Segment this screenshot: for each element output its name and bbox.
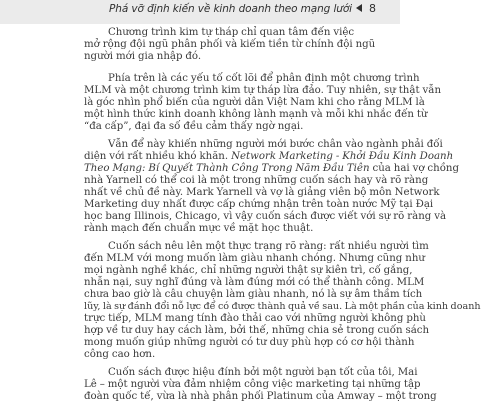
body-line: mọi ngành nghề khác, chỉ những người thật sự kiên trì, cố gắng, [84, 265, 413, 276]
body-line: chưa bao giờ là câu chuyện làm giàu nhanh, nó là sự âm thầm tích [84, 289, 423, 300]
body-line: trực tiếp, MLM mang tính đào thải cao với những người không phù [84, 313, 426, 324]
body-line: Phía trên là các yếu tố cốt lõi để phân định một chương trình [108, 73, 420, 84]
body-text: của hai vợ chồng [372, 163, 460, 174]
body-line: nhất về chủ đề này. Mark Yarnell và vợ là giảng viên bộ môn Network [84, 187, 440, 198]
body-line: rành mạch đến chuẩn mực về mặt học thuật. [84, 223, 314, 234]
body-line: hợp về tư duy hay cách làm, bởi thế, những chia sẻ trong cuốn sách [84, 325, 430, 336]
book-title-italic: Network Marketing - Khởi Đầu Kinh Doanh [231, 151, 454, 162]
body-line: nhà Yarnell có thể coi là một trong những cuốn sách hay và rõ ràng [84, 175, 429, 186]
body-line: đến MLM với mong muốn làm giàu nhanh chóng. Nhưng cũng như [84, 253, 425, 264]
body-line: Cuốn sách được hiệu đính bởi một người bạn tốt của tôi, Mai [108, 367, 418, 378]
body-line: “đa cấp”, đại đa số đều cảm thấy ngờ ngại. [84, 121, 304, 132]
body-line: một hình thức kinh doanh không lành mạnh và mỗi khi nhắc đến từ [84, 109, 428, 120]
body-line: mở rộng đội ngũ phân phối và kiếm tiền từ chính đội ngũ [84, 39, 376, 50]
body-line: học bang Illinois, Chicago, vì vậy cuốn sách được viết với sự rõ ràng và [84, 211, 447, 222]
body-line: MLM và một chương trình kim tự tháp lừa đảo. Tuy nhiên, sự thật vẫn [84, 85, 442, 96]
body-line: công cao hơn. [84, 349, 156, 360]
body-line [84, 163, 460, 175]
body-line [84, 151, 454, 163]
left-triangle-icon [356, 4, 362, 12]
running-title: Phá vỡ định kiến về kinh doanh theo mạng lưới [109, 3, 352, 15]
body-line: Lê – một người vừa đảm nhiệm công việc marketing tại những tập [84, 379, 421, 390]
body-line: Vẫn để này khiến những người mới bước chân vào ngành phải đối [108, 139, 443, 150]
body-line: đoàn quốc tế, vừa là nhà phân phối Platinum của Amway – một trong [84, 391, 437, 402]
body-line: lũy, là sự đánh đổi nỗ lực để có được thành quả về sau. Là một phần của kinh doanh [84, 301, 481, 312]
body-text: diện với rất nhiều khó khăn. [84, 151, 229, 162]
page-number: 8 [369, 2, 376, 15]
body-line: là góc nhìn phổ biến của người dân Việt Nam khi cho rằng MLM là [84, 97, 425, 108]
body-line: Chương trình kim tự tháp chỉ quan tâm đến việc [108, 27, 355, 38]
running-header [0, 0, 400, 24]
body-line: Marketing duy nhất được cấp chứng nhận trên toàn nước Mỹ tại Đại [84, 199, 434, 210]
body-line: Cuốn sách nêu lên một thực trạng rõ ràng: rất nhiều người tìm [108, 241, 429, 252]
body-line: nhẫn nại, suy nghĩ đúng và làm đúng mới có thể thành công. MLM [84, 277, 425, 288]
body-line: mong muốn giúp những người có tư duy phù hợp có cơ hội thành [84, 337, 415, 348]
body-line: người mới gia nhập đó. [84, 51, 202, 62]
book-title-italic: Theo Mạng: Bí Quyết Thành Công Trong Năm Đầu Tiên [84, 163, 370, 174]
